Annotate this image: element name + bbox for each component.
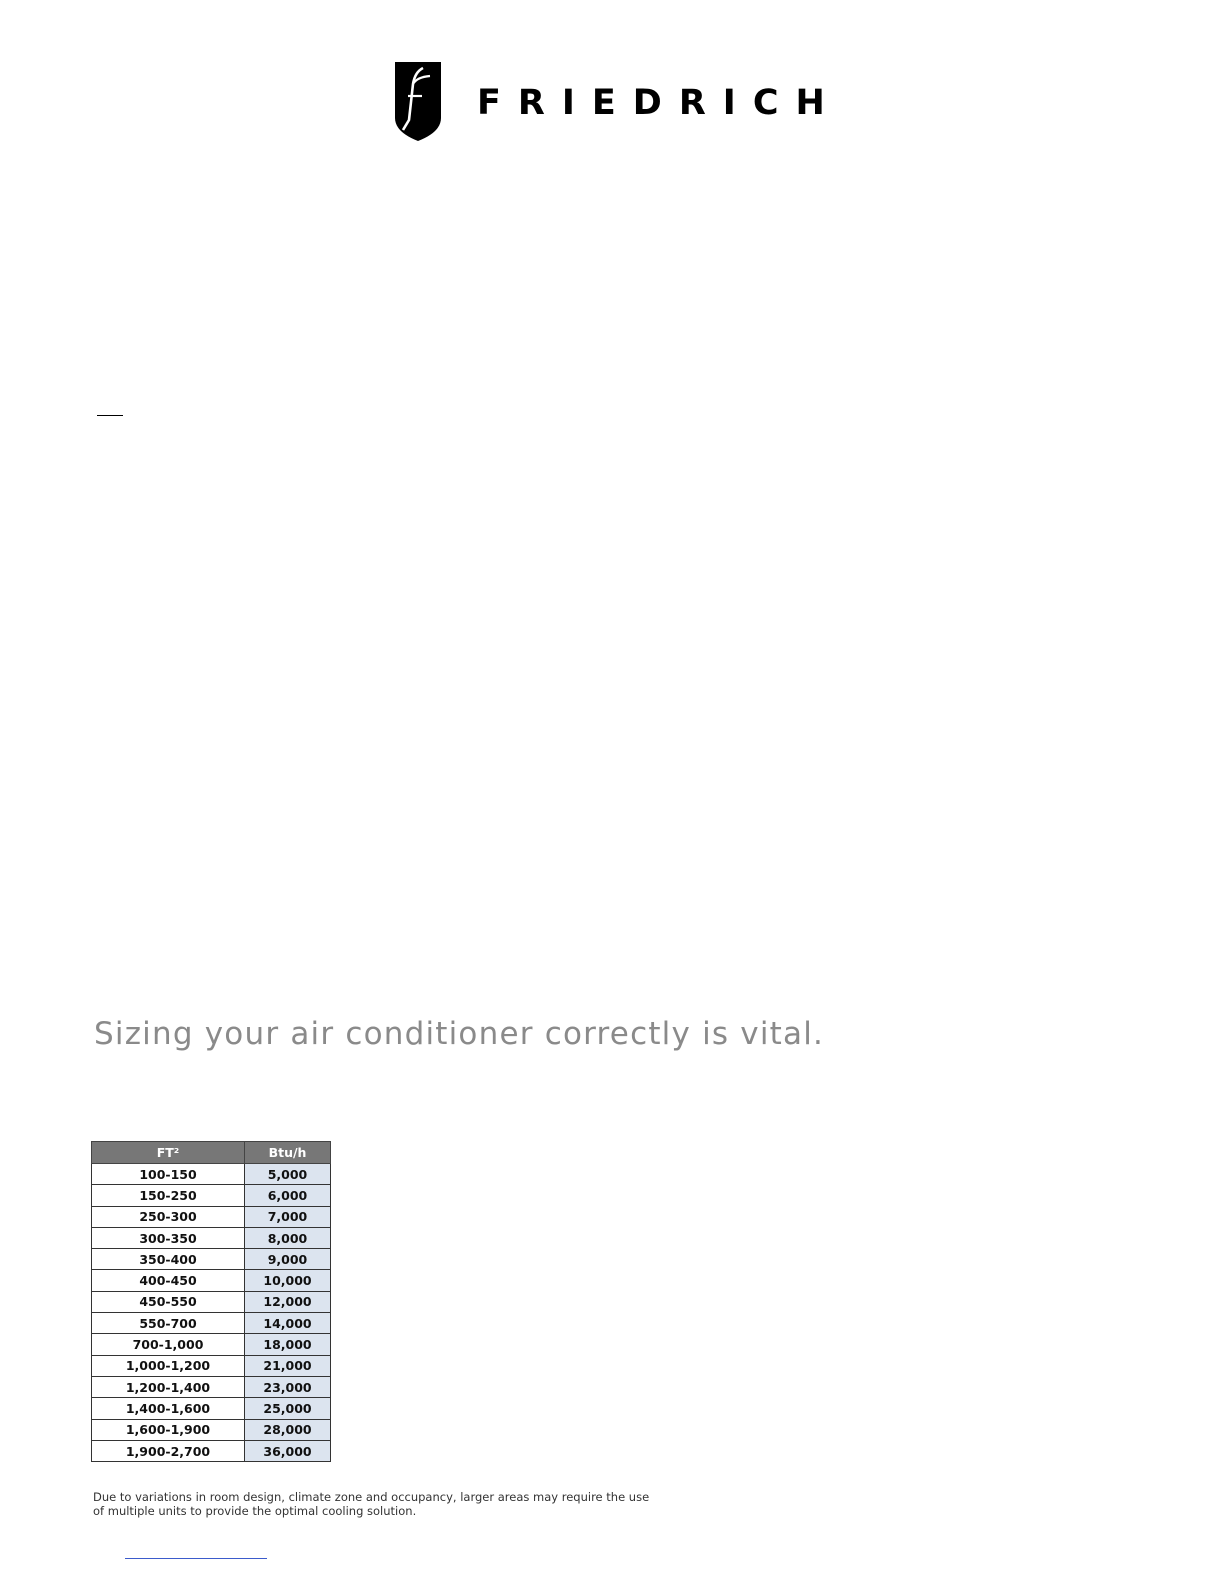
bottom-link[interactable] [125,1558,267,1559]
btu-cell: 10,000 [245,1270,331,1291]
btu-cell: 25,000 [245,1398,331,1419]
table-row [92,1440,331,1461]
footnote-line-2: of multiple units to provide the optimal cooling solution. [93,1504,417,1518]
header-area: FT² [92,1142,245,1164]
table-row [92,1398,331,1419]
area-cell: 700-1,000 [92,1334,245,1355]
btu-cell: 28,000 [245,1419,331,1440]
table-row [92,1376,331,1397]
area-cell: 1,900-2,700 [92,1440,245,1461]
btu-cell: 8,000 [245,1227,331,1248]
shield-logo-icon [393,60,443,142]
table-row [92,1164,331,1185]
btu-cell: 36,000 [245,1440,331,1461]
area-cell: 350-400 [92,1249,245,1270]
area-cell: 1,400-1,600 [92,1398,245,1419]
area-cell: 400-450 [92,1270,245,1291]
footnote-line-1: Due to variations in room design, climate zone and occupancy, larger areas may require the use [93,1490,650,1504]
table-row [92,1313,331,1334]
btu-cell: 5,000 [245,1164,331,1185]
brand-wordmark: FRIEDRICH [477,82,842,123]
table-row [92,1419,331,1440]
table-row [92,1334,331,1355]
area-cell: 100-150 [92,1164,245,1185]
table-row [92,1227,331,1248]
btu-cell: 6,000 [245,1185,331,1206]
area-cell: 450-550 [92,1291,245,1312]
table-row [92,1185,331,1206]
btu-cell: 14,000 [245,1313,331,1334]
friedrich-logo [393,60,842,142]
header-btu: Btu/h [245,1142,331,1164]
short-divider [97,415,123,416]
area-cell: 150-250 [92,1185,245,1206]
btu-cell: 9,000 [245,1249,331,1270]
area-cell: 1,600-1,900 [92,1419,245,1440]
btu-cell: 7,000 [245,1206,331,1227]
table-row [92,1249,331,1270]
area-cell: 1,000-1,200 [92,1355,245,1376]
table-row [92,1355,331,1376]
sizing-table [91,1141,331,1462]
table-header-row [92,1142,331,1164]
footnote [93,1490,733,1518]
table-row [92,1270,331,1291]
btu-cell: 18,000 [245,1334,331,1355]
table-row [92,1206,331,1227]
area-cell: 550-700 [92,1313,245,1334]
area-cell: 300-350 [92,1227,245,1248]
table-row [92,1291,331,1312]
btu-cell: 12,000 [245,1291,331,1312]
btu-cell: 23,000 [245,1376,331,1397]
area-cell: 250-300 [92,1206,245,1227]
area-cell: 1,200-1,400 [92,1376,245,1397]
btu-cell: 21,000 [245,1355,331,1376]
table-body [92,1164,331,1462]
page-headline: Sizing your air conditioner correctly is vital. [94,1016,825,1052]
